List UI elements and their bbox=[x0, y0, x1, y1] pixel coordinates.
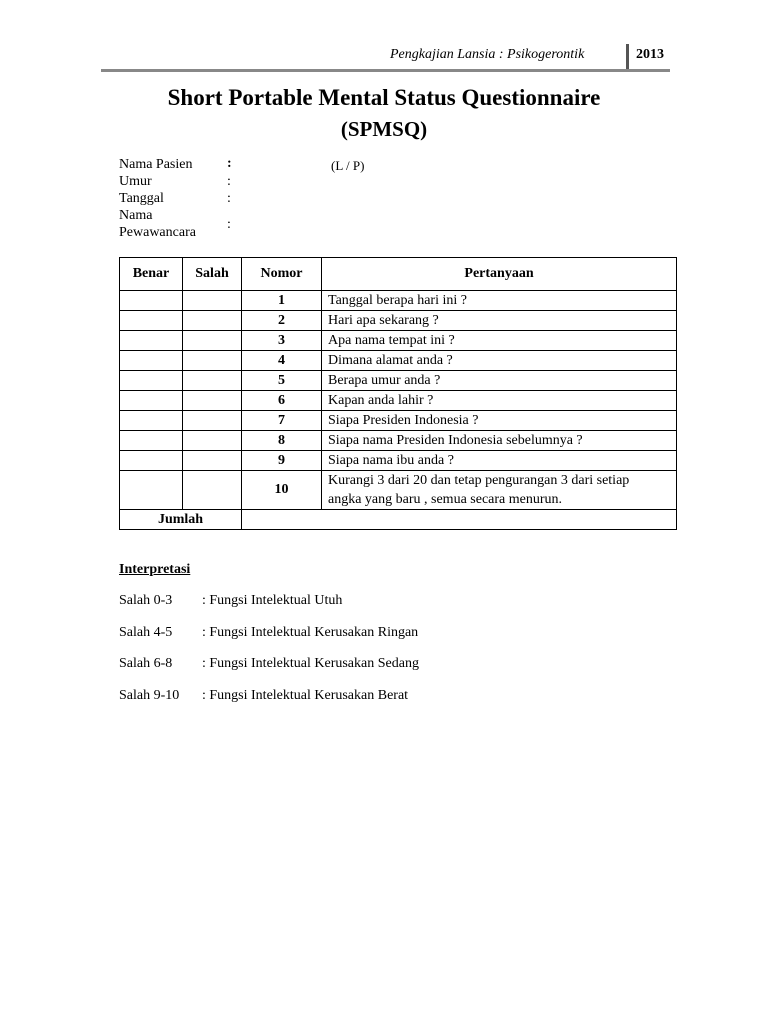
table-row bbox=[120, 371, 677, 391]
benar-cell[interactable] bbox=[120, 291, 183, 311]
question-number: 10 bbox=[242, 471, 322, 510]
question-text: Berapa umur anda ? bbox=[322, 371, 677, 391]
question-text-line: angka yang baru , semua secara menurun. bbox=[328, 492, 563, 507]
questionnaire-table bbox=[119, 257, 677, 530]
salah-cell[interactable] bbox=[183, 291, 242, 311]
question-text-line: Kurangi 3 dari 20 dan tetap pengurangan 3 dari setiap bbox=[328, 473, 630, 488]
total-row bbox=[120, 510, 677, 530]
header-benar: Benar bbox=[120, 258, 183, 291]
document-title: Short Portable Mental Status Questionnaire bbox=[167, 85, 601, 110]
question-text: Kapan anda lahir ? bbox=[322, 391, 677, 411]
table-row bbox=[120, 431, 677, 451]
header-rule bbox=[101, 69, 670, 72]
table-row bbox=[120, 411, 677, 431]
question-number: 5 bbox=[242, 371, 322, 391]
question-number: 3 bbox=[242, 331, 322, 351]
benar-cell[interactable] bbox=[120, 311, 183, 331]
question-number: 1 bbox=[242, 291, 322, 311]
running-header-title: Pengkajian Lansia : Psikogerontik bbox=[390, 47, 585, 62]
interviewer-label-line1: Nama bbox=[119, 208, 153, 223]
salah-cell[interactable] bbox=[183, 391, 242, 411]
interpretation-range: Salah 0-3 bbox=[119, 593, 173, 608]
question-number: 7 bbox=[242, 411, 322, 431]
interviewer-colon: : bbox=[227, 217, 231, 232]
salah-cell[interactable] bbox=[183, 371, 242, 391]
patient-name-colon: : bbox=[227, 156, 232, 171]
salah-cell[interactable] bbox=[183, 351, 242, 371]
patient-name-label: Nama Pasien bbox=[119, 157, 193, 172]
interpretation-description: : Fungsi Intelektual Kerusakan Sedang bbox=[202, 656, 419, 671]
table-row bbox=[120, 291, 677, 311]
date-label: Tanggal bbox=[119, 191, 164, 206]
question-text: Hari apa sekarang ? bbox=[322, 311, 677, 331]
interpretation-description: : Fungsi Intelektual Kerusakan Ringan bbox=[202, 625, 419, 640]
interpretation-description: : Fungsi Intelektual Kerusakan Berat bbox=[202, 688, 409, 703]
question-number: 9 bbox=[242, 451, 322, 471]
table-row bbox=[120, 391, 677, 411]
table-row bbox=[120, 451, 677, 471]
gender-field: (L / P) bbox=[331, 158, 365, 173]
question-text: Siapa nama ibu anda ? bbox=[322, 451, 677, 471]
interpretation-heading: Interpretasi bbox=[119, 562, 191, 577]
table-row bbox=[120, 331, 677, 351]
question-text: Dimana alamat anda ? bbox=[322, 351, 677, 371]
document-subtitle: (SPMSQ) bbox=[340, 117, 428, 141]
interpretation-range: Salah 9-10 bbox=[119, 688, 180, 703]
salah-cell[interactable] bbox=[183, 431, 242, 451]
age-colon: : bbox=[227, 174, 231, 189]
header-salah: Salah bbox=[183, 258, 242, 291]
benar-cell[interactable] bbox=[120, 411, 183, 431]
benar-cell[interactable] bbox=[120, 431, 183, 451]
question-number: 4 bbox=[242, 351, 322, 371]
question-number: 6 bbox=[242, 391, 322, 411]
salah-cell[interactable] bbox=[183, 451, 242, 471]
running-header-year: 2013 bbox=[636, 47, 664, 62]
benar-cell[interactable] bbox=[120, 331, 183, 351]
salah-cell[interactable] bbox=[183, 471, 242, 510]
interviewer-label-line2: Pewawancara bbox=[119, 225, 196, 240]
total-value-cell[interactable] bbox=[242, 510, 677, 530]
question-number: 8 bbox=[242, 431, 322, 451]
header-pertanyaan: Pertanyaan bbox=[322, 258, 677, 291]
table-header-row bbox=[120, 258, 677, 291]
interpretation-description: : Fungsi Intelektual Utuh bbox=[202, 593, 343, 608]
salah-cell[interactable] bbox=[183, 411, 242, 431]
benar-cell[interactable] bbox=[120, 351, 183, 371]
question-text: Siapa nama Presiden Indonesia sebelumnya ? bbox=[322, 431, 677, 451]
table-row bbox=[120, 311, 677, 331]
date-colon: : bbox=[227, 191, 231, 206]
salah-cell[interactable] bbox=[183, 331, 242, 351]
interpretation-range: Salah 6-8 bbox=[119, 656, 173, 671]
age-label: Umur bbox=[119, 174, 152, 189]
question-text: Tanggal berapa hari ini ? bbox=[322, 291, 677, 311]
table-row bbox=[120, 351, 677, 371]
table-row bbox=[120, 471, 677, 510]
header-divider bbox=[626, 44, 629, 72]
question-number: 2 bbox=[242, 311, 322, 331]
total-label: Jumlah bbox=[120, 510, 242, 530]
question-text: Siapa Presiden Indonesia ? bbox=[322, 411, 677, 431]
interpretation-range: Salah 4-5 bbox=[119, 625, 173, 640]
benar-cell[interactable] bbox=[120, 391, 183, 411]
benar-cell[interactable] bbox=[120, 471, 183, 510]
header-nomor: Nomor bbox=[242, 258, 322, 291]
question-text bbox=[322, 471, 677, 510]
benar-cell[interactable] bbox=[120, 451, 183, 471]
question-text: Apa nama tempat ini ? bbox=[322, 331, 677, 351]
salah-cell[interactable] bbox=[183, 311, 242, 331]
benar-cell[interactable] bbox=[120, 371, 183, 391]
